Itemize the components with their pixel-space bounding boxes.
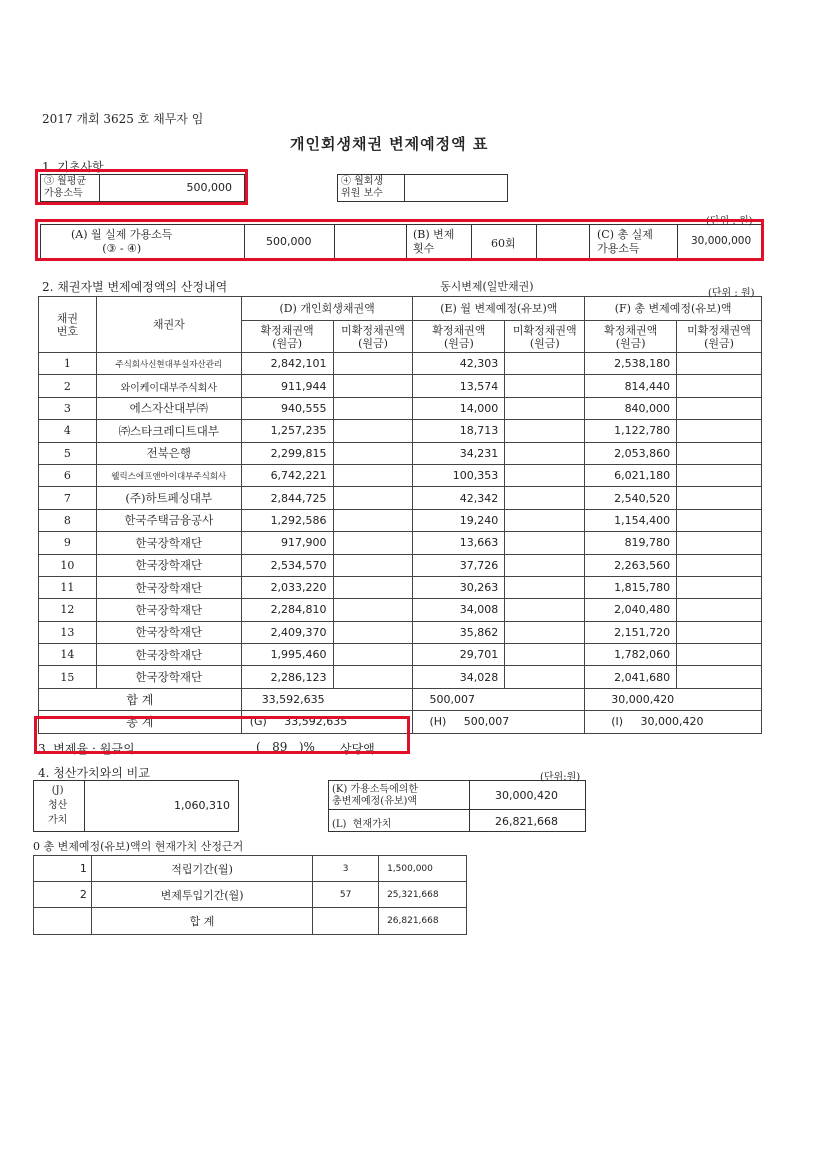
row-number: 11	[39, 576, 97, 598]
pv-row	[34, 882, 467, 908]
d-unconfirmed-amount	[333, 621, 413, 643]
creditor-name: 한국주택금융공사	[96, 509, 241, 531]
b-value: 60회	[491, 237, 516, 250]
section-2-heading: 2. 채권자별 변제예정액의 산정내역	[42, 280, 228, 294]
col-e-header: (E) 월 변제예정(유보)액	[413, 297, 585, 321]
pv-row-label: 변제투입기간(월)	[91, 882, 312, 908]
d-unconfirmed-amount	[333, 644, 413, 666]
j-value: 1,060,310	[174, 799, 230, 812]
f-unconfirmed-amount	[677, 576, 762, 598]
creditor-row	[39, 666, 762, 688]
e-unconfirmed-amount	[505, 487, 585, 509]
pv-row	[34, 856, 467, 882]
e-confirmed-amount: 37,726	[413, 554, 505, 576]
e-unconfirmed-amount	[505, 353, 585, 375]
d-unconfirmed-amount	[333, 442, 413, 464]
section-1-heading: 1. 기초사항	[42, 160, 104, 174]
pv-total-label: 합 계	[91, 908, 312, 935]
creditor-row	[39, 353, 762, 375]
pv-basis-heading: 0 총 변제예정(유보)액의 현재가치 산정근거	[33, 840, 244, 853]
liquidation-value-box	[33, 780, 239, 832]
f-confirmed-amount: 1,122,780	[585, 420, 677, 442]
creditor-name: 한국장학재단	[96, 644, 241, 666]
d-confirmed-amount: 940,555	[241, 397, 333, 419]
e-unconfirmed-amount	[505, 532, 585, 554]
f-confirmed-amount: 2,540,520	[585, 487, 677, 509]
row-number: 4	[39, 420, 97, 442]
creditor-name: 에스자산대부㈜	[96, 397, 241, 419]
section-4-heading: 4. 청산가치와의 비교	[38, 766, 150, 780]
f-unconfirmed-amount	[677, 487, 762, 509]
monthly-income-label: ③ 월평균 가용소득	[44, 176, 87, 199]
trustee-fee-label: ④ 월회생 위원 보수	[341, 176, 384, 199]
d-confirmed-amount: 911,944	[241, 375, 333, 397]
f-confirmed-amount: 2,263,560	[585, 554, 677, 576]
row-number: 15	[39, 666, 97, 688]
e-unconfirmed-amount	[505, 666, 585, 688]
f-confirmed-amount: 2,040,480	[585, 599, 677, 621]
d-unconfirmed-amount	[333, 464, 413, 486]
d-unconfirmed-amount	[333, 666, 413, 688]
e-confirmed-amount: 100,353	[413, 464, 505, 486]
f-unconfirmed-amount	[677, 621, 762, 643]
pv-total-amount: 26,821,668	[379, 908, 467, 935]
pv-row-months: 57	[313, 882, 379, 908]
e-unconfirmed-amount	[505, 644, 585, 666]
b-label: (B) 변제 횟수	[413, 228, 455, 255]
pv-row-amount: 25,321,668	[379, 882, 467, 908]
subtotal-label: 합 계	[39, 688, 242, 710]
e-unconfirmed-amount	[505, 420, 585, 442]
e-unconfirmed-header: 미확정채권액 (원금)	[505, 321, 585, 353]
d-confirmed-amount: 1,257,235	[241, 420, 333, 442]
creditor-row	[39, 621, 762, 643]
f-confirmed-amount: 840,000	[585, 397, 677, 419]
d-confirmed-amount: 917,900	[241, 532, 333, 554]
creditor-row	[39, 554, 762, 576]
pv-row-months: 3	[313, 856, 379, 882]
e-unconfirmed-amount	[505, 599, 585, 621]
d-confirmed-amount: 2,284,810	[241, 599, 333, 621]
creditor-name: 한국장학재단	[96, 554, 241, 576]
e-confirmed-amount: 42,342	[413, 487, 505, 509]
e-unconfirmed-amount	[505, 509, 585, 531]
creditor-name: 한국장학재단	[96, 532, 241, 554]
d-unconfirmed-amount	[333, 375, 413, 397]
d-confirmed-amount: 2,842,101	[241, 353, 333, 375]
highlight-available-income	[35, 219, 764, 261]
f-unconfirmed-header: 미확정채권액 (원금)	[677, 321, 762, 353]
e-confirmed-amount: 42,303	[413, 353, 505, 375]
f-unconfirmed-amount	[677, 464, 762, 486]
f-confirmed-amount: 6,021,180	[585, 464, 677, 486]
creditor-name: 한국장학재단	[96, 666, 241, 688]
e-confirmed-amount: 34,008	[413, 599, 505, 621]
row-number: 9	[39, 532, 97, 554]
subtotal-d: 33,592,635	[241, 688, 413, 710]
e-confirmed-amount: 13,663	[413, 532, 505, 554]
pv-basis-table	[33, 855, 467, 935]
row-number: 7	[39, 487, 97, 509]
d-unconfirmed-amount	[333, 599, 413, 621]
e-unconfirmed-amount	[505, 442, 585, 464]
d-unconfirmed-amount	[333, 554, 413, 576]
f-unconfirmed-amount	[677, 666, 762, 688]
c-label: (C) 총 실제 가용소득	[597, 228, 653, 255]
d-unconfirmed-amount	[333, 576, 413, 598]
present-value-box	[328, 780, 586, 832]
d-unconfirmed-amount	[333, 397, 413, 419]
creditor-name: 와이케이대부주식회사	[96, 375, 241, 397]
f-confirmed-amount: 2,041,680	[585, 666, 677, 688]
creditor-row	[39, 509, 762, 531]
e-unconfirmed-amount	[505, 621, 585, 643]
repayment-rate-suffix: 상당액	[340, 742, 375, 756]
d-confirmed-header: 확정채권액 (원금)	[241, 321, 333, 353]
col-creditor-header: 채권자	[96, 297, 241, 353]
pv-total-no	[34, 908, 92, 935]
f-confirmed-amount: 1,782,060	[585, 644, 677, 666]
unit-note-4: (단위:원)	[540, 772, 581, 783]
creditor-name: 웰릭스에프앤아이대부주식회사	[96, 464, 241, 486]
creditor-row	[39, 644, 762, 666]
f-confirmed-amount: 2,053,860	[585, 442, 677, 464]
row-number: 6	[39, 464, 97, 486]
d-confirmed-amount: 6,742,221	[241, 464, 333, 486]
creditor-table	[38, 296, 762, 734]
e-unconfirmed-amount	[505, 576, 585, 598]
e-confirmed-amount: 18,713	[413, 420, 505, 442]
creditor-name: ㈜스타크레디트대부	[96, 420, 241, 442]
d-confirmed-amount: 2,033,220	[241, 576, 333, 598]
row-number: 10	[39, 554, 97, 576]
f-unconfirmed-amount	[677, 442, 762, 464]
row-number: 14	[39, 644, 97, 666]
unit-note-1: (단위 : 원)	[706, 216, 753, 227]
row-number: 12	[39, 599, 97, 621]
creditor-row	[39, 487, 762, 509]
d-confirmed-amount: 2,534,570	[241, 554, 333, 576]
unit-note-2: (단위 : 원)	[708, 288, 755, 299]
repayment-rate-value: ( 89 )%	[256, 740, 315, 754]
creditor-row	[39, 599, 762, 621]
f-unconfirmed-amount	[677, 353, 762, 375]
creditor-row	[39, 442, 762, 464]
e-confirmed-amount: 35,862	[413, 621, 505, 643]
d-confirmed-amount: 2,299,815	[241, 442, 333, 464]
d-unconfirmed-amount	[333, 509, 413, 531]
e-confirmed-amount: 19,240	[413, 509, 505, 531]
total-h: (H) 500,007	[413, 711, 585, 733]
f-confirmed-amount: 1,815,780	[585, 576, 677, 598]
d-confirmed-amount: 1,995,460	[241, 644, 333, 666]
d-unconfirmed-amount	[333, 420, 413, 442]
f-unconfirmed-amount	[677, 644, 762, 666]
creditor-name: 주식회사신현대부실자산관리	[96, 353, 241, 375]
row-number: 8	[39, 509, 97, 531]
d-confirmed-amount: 2,286,123	[241, 666, 333, 688]
d-unconfirmed-amount	[333, 487, 413, 509]
creditor-name: 전북은행	[96, 442, 241, 464]
monthly-income-value: 500,000	[186, 181, 232, 194]
creditor-row	[39, 576, 762, 598]
creditor-name: 한국장학재단	[96, 599, 241, 621]
k-label: (K) 가용소득에의한 총변제예정(유보)액	[332, 784, 419, 807]
row-number: 5	[39, 442, 97, 464]
d-confirmed-amount: 2,409,370	[241, 621, 333, 643]
creditor-row	[39, 397, 762, 419]
d-confirmed-amount: 1,292,586	[241, 509, 333, 531]
e-unconfirmed-amount	[505, 554, 585, 576]
e-confirmed-amount: 13,574	[413, 375, 505, 397]
total-label: 총 계	[39, 711, 242, 733]
f-unconfirmed-amount	[677, 509, 762, 531]
j-label: (J) 청산 가치	[48, 785, 68, 826]
k-value: 30,000,420	[495, 789, 558, 802]
highlight-total-rate	[34, 716, 410, 754]
f-unconfirmed-amount	[677, 532, 762, 554]
f-unconfirmed-amount	[677, 554, 762, 576]
creditor-name: 한국장학재단	[96, 576, 241, 598]
f-confirmed-amount: 2,538,180	[585, 353, 677, 375]
e-confirmed-amount: 14,000	[413, 397, 505, 419]
f-unconfirmed-amount	[677, 375, 762, 397]
col-f-header: (F) 총 변제예정(유보)액	[585, 297, 762, 321]
a-label: (A) 월 실제 가용소득 (③ - ④)	[71, 228, 173, 255]
e-unconfirmed-amount	[505, 464, 585, 486]
col-no-header: 채권 번호	[39, 297, 97, 353]
c-value: 30,000,000	[691, 235, 752, 247]
pv-row-number: 2	[34, 882, 92, 908]
creditor-row	[39, 532, 762, 554]
row-number: 3	[39, 397, 97, 419]
f-unconfirmed-amount	[677, 420, 762, 442]
f-unconfirmed-amount	[677, 397, 762, 419]
creditor-row	[39, 375, 762, 397]
row-number: 13	[39, 621, 97, 643]
creditor-row	[39, 464, 762, 486]
creditor-name: 한국장학재단	[96, 621, 241, 643]
f-confirmed-amount: 814,440	[585, 375, 677, 397]
d-unconfirmed-header: 미확정채권액 (원금)	[333, 321, 413, 353]
page-title: 개인회생채권 변제예정액 표	[290, 135, 489, 153]
row-number: 2	[39, 375, 97, 397]
e-confirmed-amount: 34,028	[413, 666, 505, 688]
d-unconfirmed-amount	[333, 353, 413, 375]
col-d-header: (D) 개인회생채권액	[241, 297, 413, 321]
l-label: (L) 현재가치	[332, 819, 392, 830]
case-number-line: 2017 개회 3625 호 채무자 임	[42, 112, 204, 126]
subtotal-f: 30,000,420	[585, 688, 762, 710]
e-confirmed-amount: 29,701	[413, 644, 505, 666]
creditor-name: (주)하트페싱대부	[96, 487, 241, 509]
total-i: (I) 30,000,420	[585, 711, 762, 733]
f-confirmed-amount: 1,154,400	[585, 509, 677, 531]
simultaneous-note: 동시변제(일반채권)	[440, 280, 534, 293]
f-confirmed-amount: 2,151,720	[585, 621, 677, 643]
l-value: 26,821,668	[495, 815, 558, 828]
trustee-fee-box	[337, 174, 508, 202]
pv-row-amount: 1,500,000	[379, 856, 467, 882]
d-unconfirmed-amount	[333, 532, 413, 554]
e-confirmed-amount: 30,263	[413, 576, 505, 598]
creditor-row	[39, 420, 762, 442]
row-number: 1	[39, 353, 97, 375]
f-confirmed-amount: 819,780	[585, 532, 677, 554]
pv-row-number: 1	[34, 856, 92, 882]
subtotal-e: 500,007	[413, 688, 585, 710]
e-confirmed-amount: 34,231	[413, 442, 505, 464]
f-unconfirmed-amount	[677, 599, 762, 621]
pv-total-months	[313, 908, 379, 935]
f-confirmed-header: 확정채권액 (원금)	[585, 321, 677, 353]
d-confirmed-amount: 2,844,725	[241, 487, 333, 509]
a-value: 500,000	[266, 235, 312, 248]
total-g: (G) 33,592,635	[241, 711, 413, 733]
pv-row-label: 적립기간(월)	[91, 856, 312, 882]
highlight-monthly-income	[35, 169, 248, 205]
e-confirmed-header: 확정채권액 (원금)	[413, 321, 505, 353]
e-unconfirmed-amount	[505, 375, 585, 397]
repayment-rate-text: 3. 변제율 : 원금의	[38, 742, 135, 756]
e-unconfirmed-amount	[505, 397, 585, 419]
